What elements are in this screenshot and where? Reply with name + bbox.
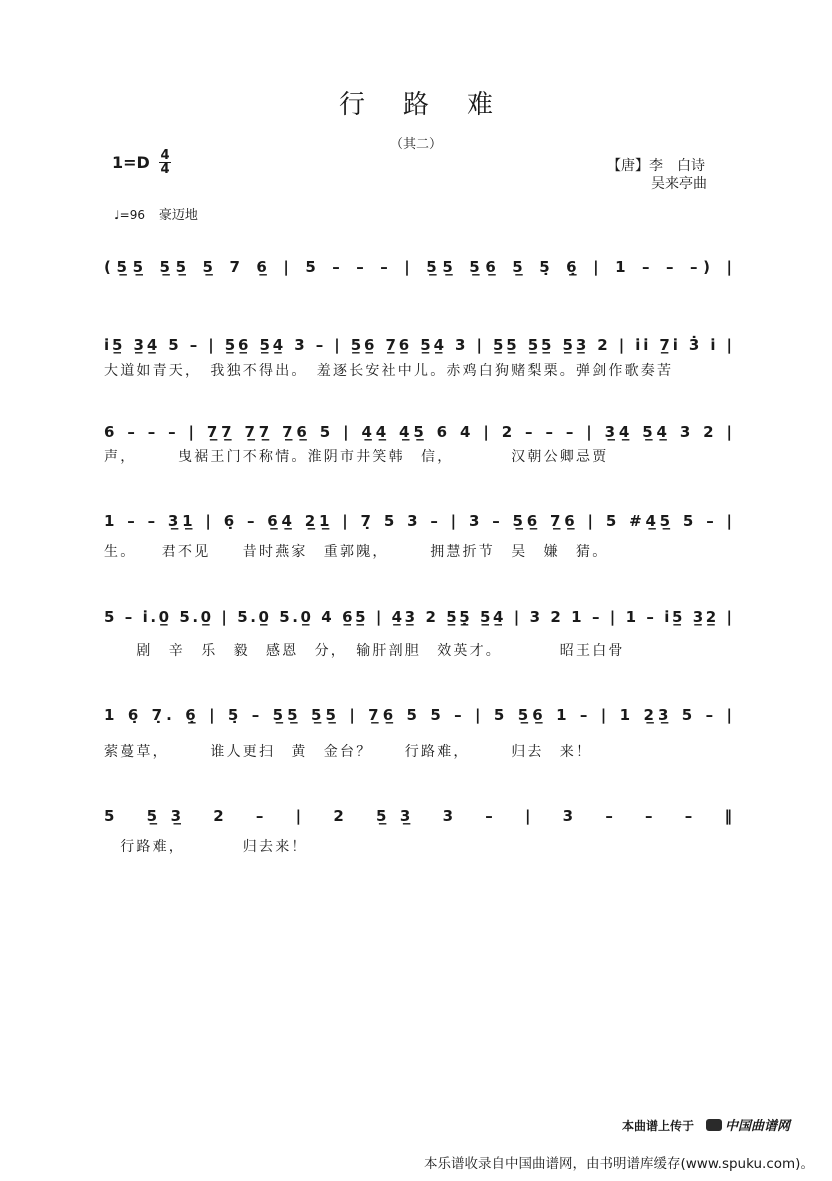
numbered-notation: 1 – – 3̲1̲ | 6̣ – 6̲4̲ 2̲1̲ | 7̣ 5 3 – | 3 – 5̲6̲ 7̲6̲ | 5 #4̲5̲ 5 – | <box>104 512 732 530</box>
time-signature-bottom: 4 <box>160 162 170 177</box>
site-logo <box>706 1115 790 1134</box>
lyrics-line: 剧 辛 乐 毅 感恩 分， 输肝剖胆 效英才。 昭王白骨 <box>104 643 625 659</box>
credits <box>607 157 707 193</box>
credits-lyricist: 【唐】李 白诗 <box>607 158 705 174</box>
music-system <box>104 502 736 540</box>
lyrics-line: 萦蔓草， 谁人更扫 黄 金台？ 行路难， 归去 来！ <box>104 744 593 760</box>
music-system <box>104 696 736 734</box>
tempo-marking <box>114 204 198 223</box>
numbered-notation: 5 – i̇.0̲ 5.0̲ | 5.0̲ 5.0̲ 4 6̲5̲ | 4̲3̲ 2 5̲5̣̲ 5̲4̲ | 3 2 1 – | 1 – i̇5̲ 3̲2̲ | <box>104 608 732 626</box>
subtitle: （其二） <box>389 137 442 152</box>
numbered-notation: 1 6̣ 7̣. 6̣̲ | 5̣ – 5̲5̲ 5̲5̲ | 7̲6̲ 5 5 – | 5 5̲6̲ 1 – | 1 2̲3̲ 5 – | <box>104 706 732 724</box>
numbered-notation: 5 5̲3̲ 2 – | 2 5̲3̲ 3 – | 3 – – – ‖ <box>104 807 732 825</box>
music-system <box>104 248 736 286</box>
lyrics-line: 声， 曳裾王门不称情。淮阴市井笑韩 信， 汉朝公卿忌贾 <box>104 449 609 465</box>
lyrics-line: 行路难， 归去来！ <box>104 839 308 855</box>
credits-composer: 吴来亭曲 <box>651 176 707 192</box>
page-title: 行路难 <box>338 90 531 120</box>
numbered-notation: i̇5̲ 3̲4̲ 5 – | 5̲6̲ 5̲4̲ 3 – | 5̲6̲ 7̲6̲ 5̲4̲ 3 | 5̲5̲ 5̲5̲ 5̲3̲ 2 | i̇i̇ 7̲i̇ 3̇ i̇ | <box>104 336 732 354</box>
expression-marking: 豪迈地 <box>158 208 198 223</box>
music-system <box>104 326 736 364</box>
lyrics-line: 生。 君不见 昔时燕家 重郭隗， 拥慧折节 吴 嫌 猜。 <box>104 544 609 560</box>
music-system <box>104 797 736 835</box>
numbered-notation: 6 – – – | 7̲7̲ 7̲7̲ 7̲6̲ 5 | 4̲4̲ 4̲5̲ 6 4 | 2 – – – | 3̲4̲ 5̲4̲ 3 2 | <box>104 423 733 441</box>
key-signature: 1=D <box>112 153 150 172</box>
site-logo-text: 中国曲谱网 <box>725 1119 791 1134</box>
upload-label: 本曲谱上传于 <box>622 1119 695 1133</box>
source-footer: 本乐谱收录自中国曲谱网，由书明谱库缓存(www.spuku.com)。 <box>424 1156 814 1172</box>
site-logo-icon <box>706 1119 722 1131</box>
numbered-notation: (5̲5̲ 5̲5̲ 5̲ 7 6̲ | 5 – – – | 5̲5̲ 5̲6̲ 5̲ 5̣ 6̣̲ | 1 – – –) | <box>104 258 732 276</box>
lyrics-line: 大道如青天， 我独不得出。 羞逐长安社中儿。赤鸡白狗赌梨栗。弹剑作歌奏苦 <box>104 363 674 379</box>
tempo-value: ♩=96 <box>114 208 145 222</box>
time-signature-top: 4 <box>160 148 170 163</box>
time-signature <box>159 149 171 176</box>
music-system <box>104 598 736 636</box>
